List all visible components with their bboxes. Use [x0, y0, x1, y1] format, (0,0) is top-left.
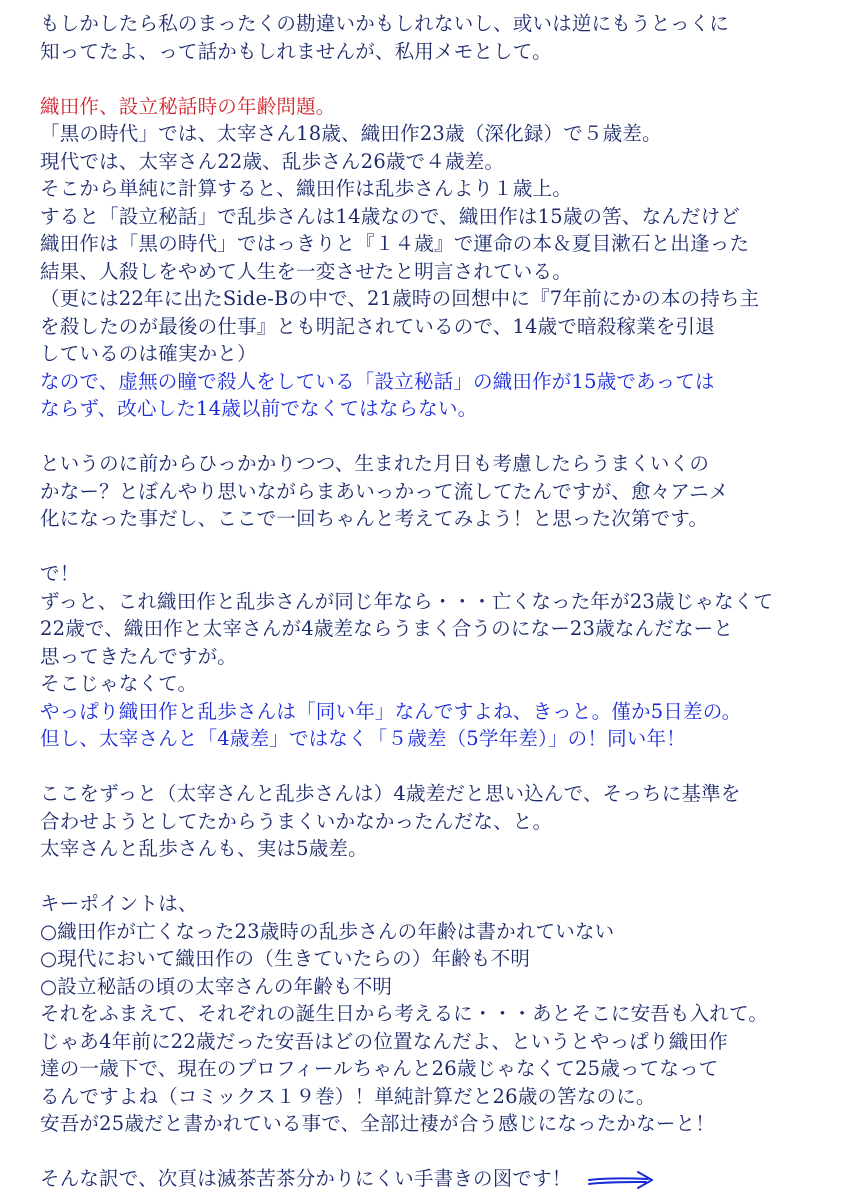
para1-line-3: そこから単純に計算すると、織田作は乱歩さんより１歳上。 [40, 177, 572, 200]
para3-line-3: 22歳で、織田作と太宰さんが4歳差ならうまく合うのになー23歳なんだなーと [40, 617, 734, 640]
para5-line-6: じゃあ4年前に22歳だった安吾はどの位置なんだよ、というとやっぱり織田作 [40, 1029, 728, 1053]
closing-line [40, 1165, 840, 1193]
para2-line-3: 化になった事だし、ここで一回ちゃんと考えてみよう！と思った次第です。 [40, 507, 709, 530]
para3-line-5: そこじゃなくて。 [40, 672, 198, 695]
intro-line-1: もしかしたら私のまったくの勘違いかもしれないし、或いは逆にもうとっくに [40, 12, 730, 35]
para5-line-7: 達の一歳下で、現在のプロフィールちゃんと26歳じゃなくて25歳ってなって [40, 1057, 719, 1080]
para3-emphasis-line-2: 但し、太宰さんと「4歳差」ではなく「５歳差（5学年差）」の！同い年！ [40, 727, 686, 750]
para5-line-4: ○設立秘話の頃の太宰さんの年齢も不明 [40, 974, 393, 998]
para3-line-1: で！ [40, 562, 80, 585]
para1-line-7: （更には22年に出たSide-Bの中で、21歳時の回想中に『7年前にかの本の持ち主 [40, 287, 760, 310]
para1-line-9: しているのは確実かと） [40, 342, 257, 365]
memo-page [40, 10, 840, 1193]
spacer [40, 423, 840, 451]
para5-line-8: るんですよね（コミックス１９巻）！単純計算だと26歳の筈なのに。 [40, 1084, 656, 1108]
para3-emphasis-line-1: やっぱり織田作と乱歩さんは「同い年」なんですよね、きっと。僅か5日差の。 [40, 699, 742, 723]
spacer [40, 863, 840, 891]
spacer [40, 1138, 840, 1166]
para5-line-1: キーポイントは、 [40, 892, 198, 915]
para3-line-2: ずっと、これ織田作と乱歩さんが同じ年なら・・・亡くなった年が23歳じゃなくて [40, 589, 774, 613]
section-heading: 織田作、設立秘話時の年齢問題。 [40, 94, 336, 118]
para1-line-4: すると「設立秘話」で乱歩さんは14歳なので、織田作は15歳の筈、なんだけど [40, 204, 741, 228]
closing-text: そんな訳で、次頁は滅茶苦茶分かりにくい手書きの図です！ [40, 1167, 572, 1190]
para1-emphasis-line-2: ならず、改心した14歳以前でなくてはならない。 [40, 397, 478, 420]
spacer [40, 533, 840, 561]
para5-line-3: ○現代において織田作の（生きていたらの）年齢も不明 [40, 947, 531, 970]
para2-line-2: かなー？とぼんやり思いながらまあいっかって流してたんですが、愈々アニメ [40, 479, 729, 503]
para4-line-3: 太宰さんと乱歩さんも、実は5歳差。 [40, 837, 368, 860]
para1-line-1: 「黒の時代」では、太宰さん18歳、織田作23歳（深化録）で５歳差。 [40, 122, 662, 145]
para1-line-8: を殺したのが最後の仕事』とも明記されているので、14歳で暗殺稼業を引退 [40, 314, 715, 338]
right-arrow-icon [586, 1167, 656, 1191]
para1-line-6: 結果、人殺しをやめて人生を一変させたと明言されている。 [40, 259, 572, 283]
spacer [40, 65, 840, 93]
para1-line-5: 織田作は「黒の時代」ではっきりと『１４歳』で運命の本＆夏目漱石と出逢った [40, 232, 750, 255]
para5-line-5: それをふまえて、それぞれの誕生日から考えるに・・・あとそこに安吾も入れて。 [40, 1002, 769, 1025]
para5-line-2: ○織田作が亡くなった23歳時の乱歩さんの年齢は書かれていない [40, 919, 615, 943]
para1-line-2: 現代では、太宰さん22歳、乱歩さん26歳で４歳差。 [40, 149, 505, 173]
para2-line-1: というのに前からひっかかりつつ、生まれた月日も考慮したらうまくいくの [40, 452, 710, 475]
para5-line-9: 安吾が25歳だと書かれている事で、全部辻褄が合う感じになったかなーと！ [40, 1112, 715, 1135]
spacer [40, 753, 840, 781]
intro-line-2: 知ってたよ、って話かもしれませんが、私用メモとして。 [40, 39, 552, 63]
para4-line-2: 合わせようとしてたからうまくいかなかったんだな、と。 [40, 809, 553, 833]
para1-emphasis-line-1: なので、虚無の瞳で殺人をしている「設立秘話」の織田作が15歳であっては [40, 369, 715, 393]
para3-line-4: 思ってきたんですが。 [40, 644, 238, 668]
para4-line-1: ここをずっと（太宰さんと乱歩さんは）4歳差だと思い込んで、そっちに基準を [40, 782, 741, 805]
